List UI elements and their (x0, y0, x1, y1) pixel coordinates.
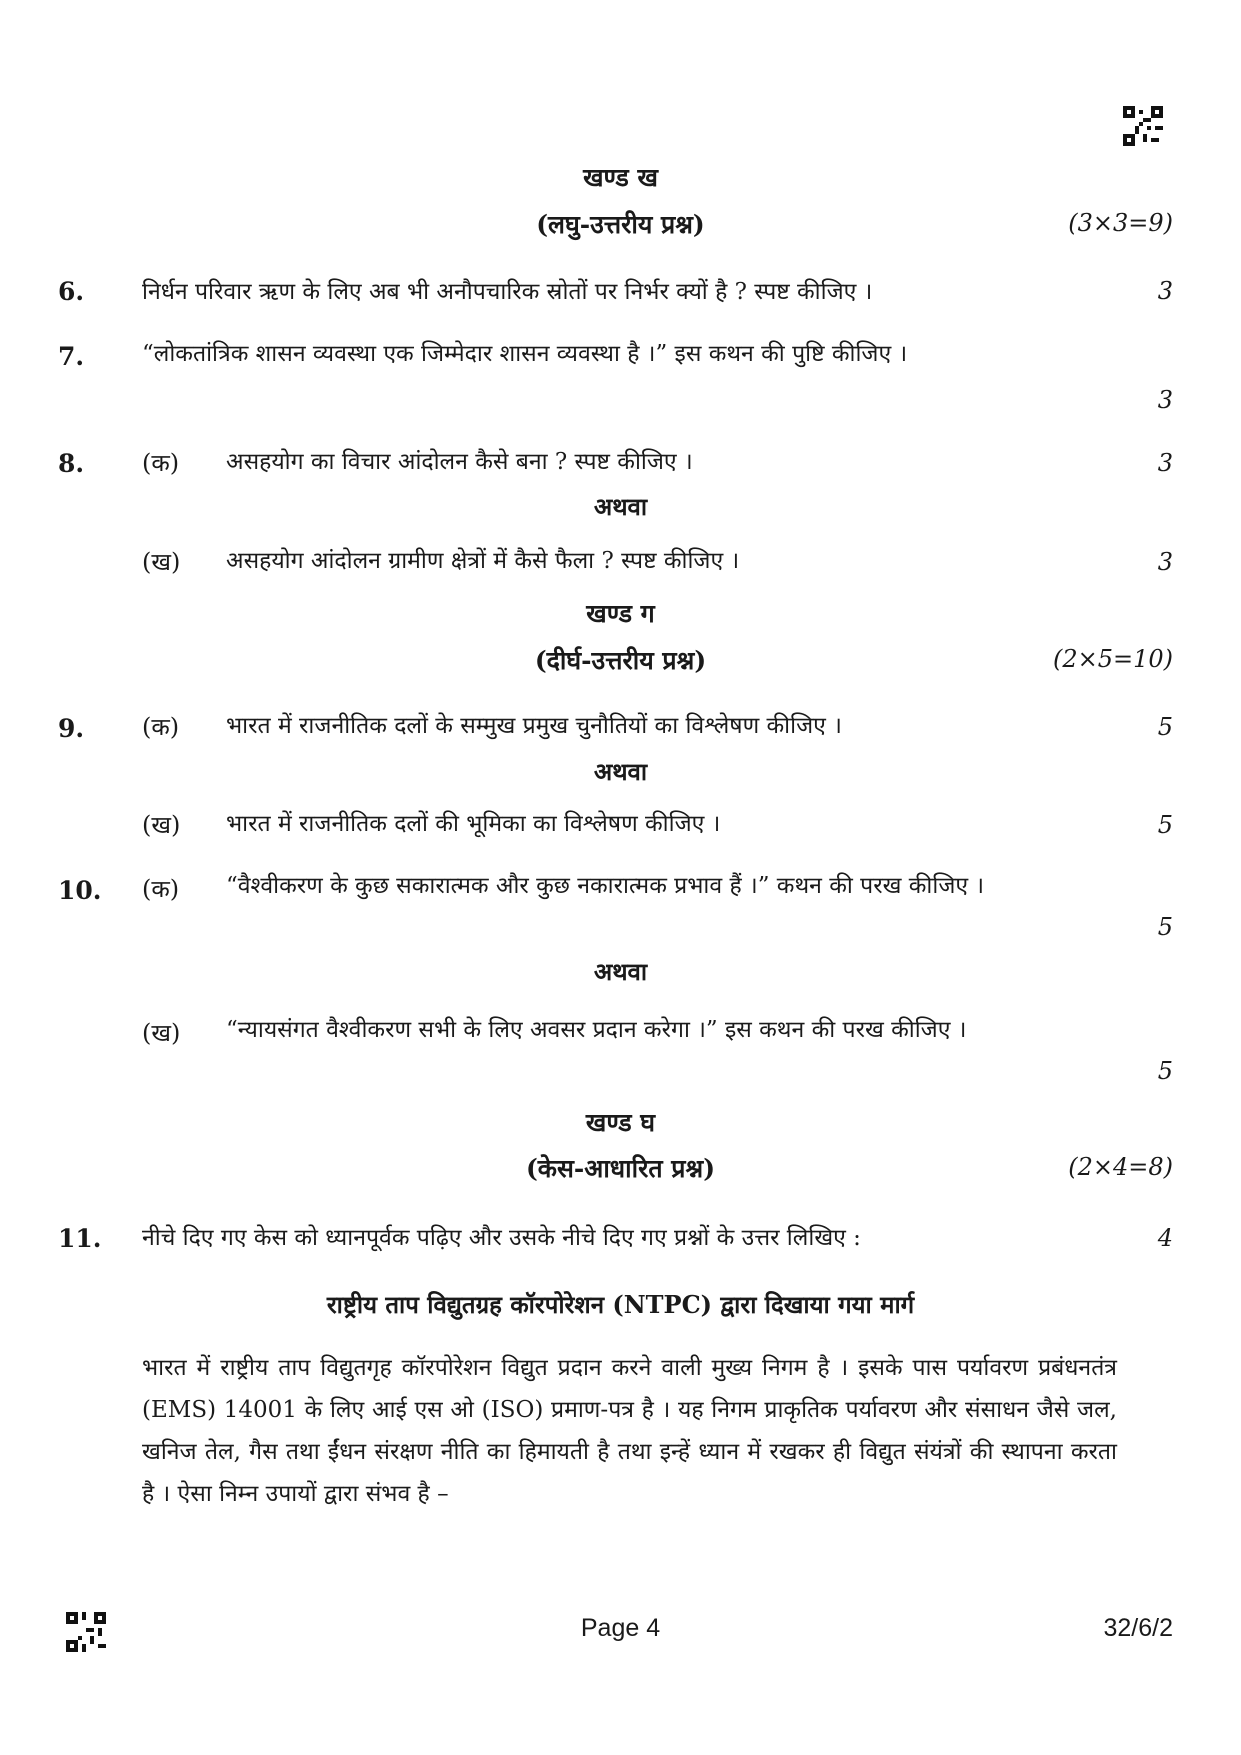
section-ga-title: खण्ड ग (586, 599, 655, 628)
section-kha-subtitle: (लघु-उत्तरीय प्रश्न) (536, 210, 705, 239)
section-gha-subtitle: (केस-आधारित प्रश्न) (525, 1154, 716, 1183)
option-label: (क) (142, 449, 180, 477)
option-label: (ख) (142, 548, 181, 576)
question-marks: 4 (1157, 1224, 1173, 1252)
option-text: असहयोग आंदोलन ग्रामीण क्षेत्रों में कैसे फैला ? स्पष्ट कीजिए । (226, 548, 740, 574)
option-marks: 3 (1157, 449, 1173, 477)
case-paragraph: भारत में राष्ट्रीय ताप विद्युतगृह कॉरपोरेशन विद्युत प्रदान करने वाली मुख्य निगम है । इसके पास पर्यावरण प्रबंधनतंत्र (EMS) 14001 के लिए आई एस ओ (ISO) प्रमाण-पत्र है । यह निगम प्राकृतिक पर्यावरण और संसाधन जैसे जल, खनिज तेल, गैस तथा ईंधन संरक्षण नीति का हिमायती है तथा इन्हें ध्यान में रखकर ही विद्युत संयंत्रों की स्थापना करता है । ऐसा निम्न उपायों द्वारा संभव है – (142, 1355, 1117, 1507)
or-label: अथवा (593, 757, 648, 786)
question-marks: 3 (1157, 277, 1173, 305)
section-kha-title: खण्ड ख (583, 163, 658, 192)
option-text: भारत में राजनीतिक दलों के सम्मुख प्रमुख चुनौतियों का विश्लेषण कीजिए । (226, 713, 842, 739)
question-text: नीचे दिए गए केस को ध्यानपूर्वक पढ़िए और उसके नीचे दिए गए प्रश्नों के उत्तर लिखिए : (142, 1225, 861, 1251)
option-label: (क) (142, 713, 180, 741)
option-label: (ख) (142, 1019, 181, 1047)
option-text: भारत में राजनीतिक दलों की भूमिका का विश्लेषण कीजिए । (226, 811, 721, 837)
section-ga-subtitle: (दीर्घ-उत्तरीय प्रश्न) (534, 646, 707, 675)
option-label: (क) (142, 875, 180, 903)
case-title: राष्ट्रीय ताप विद्युतग्रह कॉरपोरेशन (NTPC) द्वारा दिखाया गया मार्ग (326, 1290, 915, 1319)
section-gha-marks: (2×4=8) (1068, 1153, 1173, 1181)
or-label: अथवा (593, 492, 648, 521)
question-number: 8. (58, 449, 85, 478)
option-marks: 5 (1157, 913, 1173, 941)
question-text: निर्धन परिवार ऋण के लिए अब भी अनौपचारिक स्रोतों पर निर्भर क्यों है ? स्पष्ट कीजिए । (142, 279, 873, 305)
question-number: 9. (58, 714, 85, 743)
option-marks: 5 (1157, 1057, 1173, 1085)
section-kha-marks: (3×3=9) (1068, 209, 1173, 237)
qr-code-top-right (1123, 106, 1163, 146)
or-label: अथवा (593, 957, 648, 986)
section-gha-title: खण्ड घ (585, 1108, 656, 1137)
option-text: “वैश्वीकरण के कुछ सकारात्मक और कुछ नकारात्मक प्रभाव हैं ।” कथन की परख कीजिए । (226, 873, 985, 899)
option-text: असहयोग का विचार आंदोलन कैसे बना ? स्पष्ट कीजिए । (226, 449, 693, 475)
question-text: “लोकतांत्रिक शासन व्यवस्था एक जिम्मेदार शासन व्यवस्था है ।” इस कथन की पुष्टि कीजिए । (142, 341, 908, 367)
question-number: 7. (58, 342, 85, 371)
question-marks: 3 (1157, 386, 1173, 414)
option-marks: 5 (1157, 811, 1173, 839)
option-label: (ख) (142, 811, 181, 839)
option-marks: 5 (1157, 713, 1173, 741)
page-number: Page 4 (580, 1614, 661, 1642)
question-number: 10. (58, 876, 102, 905)
option-marks: 3 (1157, 548, 1173, 576)
option-text: “न्यायसंगत वैश्वीकरण सभी के लिए अवसर प्रदान करेगा ।” इस कथन की परख कीजिए । (226, 1017, 967, 1043)
question-number: 6. (58, 277, 85, 306)
question-number: 11. (58, 1224, 102, 1253)
section-ga-marks: (2×5=10) (1052, 645, 1173, 673)
paper-code: 32/6/2 (1103, 1614, 1173, 1642)
